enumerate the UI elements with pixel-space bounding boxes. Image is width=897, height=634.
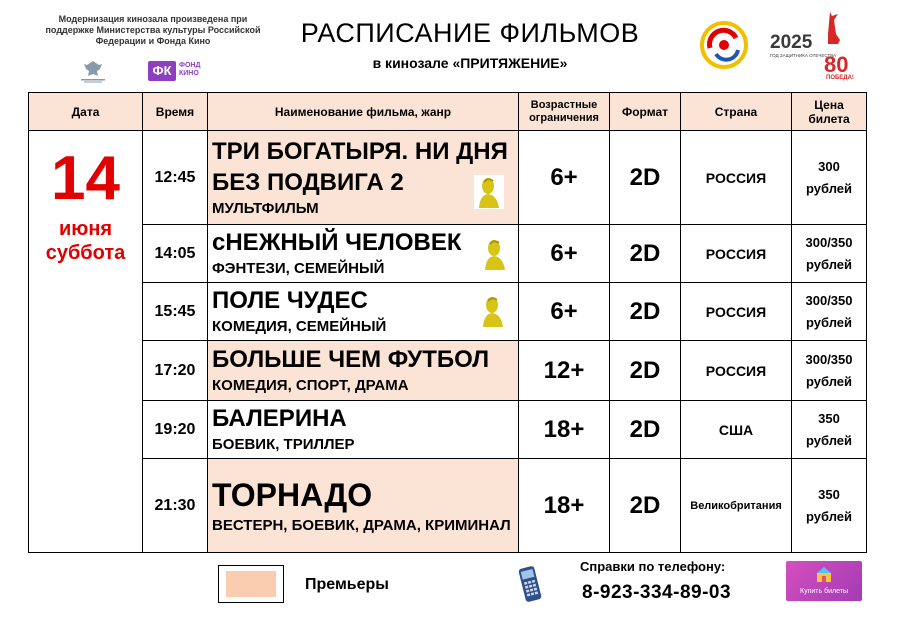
defender-year-logo xyxy=(768,10,856,82)
price-currency: рублей xyxy=(805,508,852,524)
movie-cell xyxy=(208,283,519,341)
movie-cell xyxy=(208,341,519,401)
page-header xyxy=(0,0,897,92)
fk-badge: ФК xyxy=(148,61,176,81)
movie-title: сНЕЖНЫЙ ЧЕЛОВЕК xyxy=(212,229,462,256)
movie-title: БАЛЕРИНА xyxy=(212,405,347,432)
table-header-row xyxy=(29,93,867,131)
age-rating: 6+ xyxy=(519,225,610,283)
buy-tickets-button[interactable] xyxy=(786,561,862,601)
movie-genre: КОМЕДИЯ, СПОРТ, ДРАМА xyxy=(212,377,409,394)
column-header-time: Время xyxy=(143,93,208,131)
price-currency: рублей xyxy=(805,432,852,448)
table-row xyxy=(29,283,867,341)
date-cell xyxy=(29,131,143,553)
showtime: 12:45 xyxy=(143,131,208,225)
age-rating: 18+ xyxy=(519,459,610,553)
country: США xyxy=(681,401,792,459)
column-header-date: Дата xyxy=(29,93,143,131)
country: Великобритания xyxy=(681,459,792,553)
showtime: 21:30 xyxy=(143,459,208,553)
column-header-movie: Наименование фильма, жанр xyxy=(208,93,519,131)
ticket-price xyxy=(792,225,867,283)
premiere-legend-swatch xyxy=(218,565,284,603)
price-amount: 300/350 xyxy=(805,351,853,367)
table-row xyxy=(29,401,867,459)
country: РОССИЯ xyxy=(681,131,792,225)
showtime: 19:20 xyxy=(143,401,208,459)
victory-number: 80 xyxy=(824,52,849,77)
format: 2D xyxy=(610,459,681,553)
victory-text: ПОБЕДА! xyxy=(826,75,854,81)
price-amount: 350 xyxy=(818,410,840,426)
movie-cell xyxy=(208,459,519,553)
movie-title: ТОРНАДО xyxy=(212,476,373,513)
format: 2D xyxy=(610,283,681,341)
date-month: июня xyxy=(58,218,113,240)
page-title: РАСПИСАНИЕ ФИЛЬМОВ xyxy=(300,18,640,48)
age-rating: 6+ xyxy=(519,131,610,225)
ticket-icon xyxy=(815,566,833,584)
format: 2D xyxy=(610,225,681,283)
pushkin-card-icon xyxy=(474,175,504,209)
movie-genre: ФЭНТЕЗИ, СЕМЕЙНЫЙ xyxy=(212,260,385,277)
movie-cell xyxy=(208,225,519,283)
phone-icon xyxy=(517,564,543,604)
showtime: 14:05 xyxy=(143,225,208,283)
age-rating: 18+ xyxy=(519,401,610,459)
kino-fund-logo xyxy=(148,61,208,81)
pushkin-card-icon xyxy=(478,294,508,328)
ticket-price xyxy=(792,341,867,401)
date-weekday: суббота xyxy=(45,242,126,264)
fk-text: ФОНД КИНО xyxy=(179,62,201,77)
table-row xyxy=(29,341,867,401)
format: 2D xyxy=(610,341,681,401)
showtime: 17:20 xyxy=(143,341,208,401)
page-subtitle: в кинозале «ПРИТЯЖЕНИЕ» xyxy=(372,55,568,71)
age-rating: 12+ xyxy=(519,341,610,401)
column-header-price: Цена билета xyxy=(792,93,867,131)
support-text: Модернизация кинозала произведена при поддержке Министерства культуры Российской Федерации и Фонда Кино xyxy=(45,14,261,46)
price-currency: рублей xyxy=(805,373,852,389)
country: РОССИЯ xyxy=(681,283,792,341)
movie-genre: БОЕВИК, ТРИЛЛЕР xyxy=(212,436,355,453)
phone-number[interactable]: 8-923-334-89-03 xyxy=(582,582,732,603)
table-row xyxy=(29,225,867,283)
column-header-country: Страна xyxy=(681,93,792,131)
premiere-color-sample xyxy=(226,571,276,597)
table-row xyxy=(29,131,867,225)
date-day: 14 xyxy=(51,144,120,213)
movie-title: БОЛЬШЕ ЧЕМ ФУТБОЛ xyxy=(212,346,490,373)
ticket-price xyxy=(792,131,867,225)
year-caption: ГОД ЗАЩИТНИКА ОТЕЧЕСТВА xyxy=(770,53,837,58)
price-amount: 350 xyxy=(818,486,840,502)
price-amount: 300/350 xyxy=(805,292,853,308)
ticket-price xyxy=(792,401,867,459)
movie-cell xyxy=(208,131,519,225)
buy-tickets-label: Купить билеты xyxy=(800,588,848,595)
movie-title: ТРИ БОГАТЫРЯ. НИ ДНЯ БЕЗ ПОДВИГА 2 xyxy=(212,137,508,196)
movie-genre: ВЕСТЕРН, БОЕВИК, ДРАМА, КРИМИНАЛ xyxy=(212,516,511,534)
culture-center-logo xyxy=(696,20,752,70)
price-amount: 300 xyxy=(818,158,840,174)
format: 2D xyxy=(610,401,681,459)
premiere-legend-label: Премьеры xyxy=(305,576,389,593)
table-row xyxy=(29,459,867,553)
ministry-of-culture-logo xyxy=(78,59,108,83)
column-header-age: Возрастные ограничения xyxy=(519,93,610,131)
movie-cell xyxy=(208,401,519,459)
column-header-format: Формат xyxy=(610,93,681,131)
phone-caption: Справки по телефону: xyxy=(580,559,726,574)
year-text: 2025 xyxy=(770,32,813,53)
ticket-price xyxy=(792,283,867,341)
country: РОССИЯ xyxy=(681,341,792,401)
price-currency: рублей xyxy=(805,180,852,196)
country: РОССИЯ xyxy=(681,225,792,283)
pushkin-card-icon xyxy=(480,237,510,271)
price-currency: рублей xyxy=(805,314,852,330)
movie-genre: КОМЕДИЯ, СЕМЕЙНЫЙ xyxy=(212,318,387,335)
price-amount: 300/350 xyxy=(805,234,853,250)
showtime: 15:45 xyxy=(143,283,208,341)
age-rating: 6+ xyxy=(519,283,610,341)
movie-genre: МУЛЬТФИЛЬМ xyxy=(212,199,319,217)
movie-title: ПОЛЕ ЧУДЕС xyxy=(212,287,368,314)
price-currency: рублей xyxy=(805,256,852,272)
schedule-table xyxy=(28,92,867,553)
format: 2D xyxy=(610,131,681,225)
ticket-price xyxy=(792,459,867,553)
